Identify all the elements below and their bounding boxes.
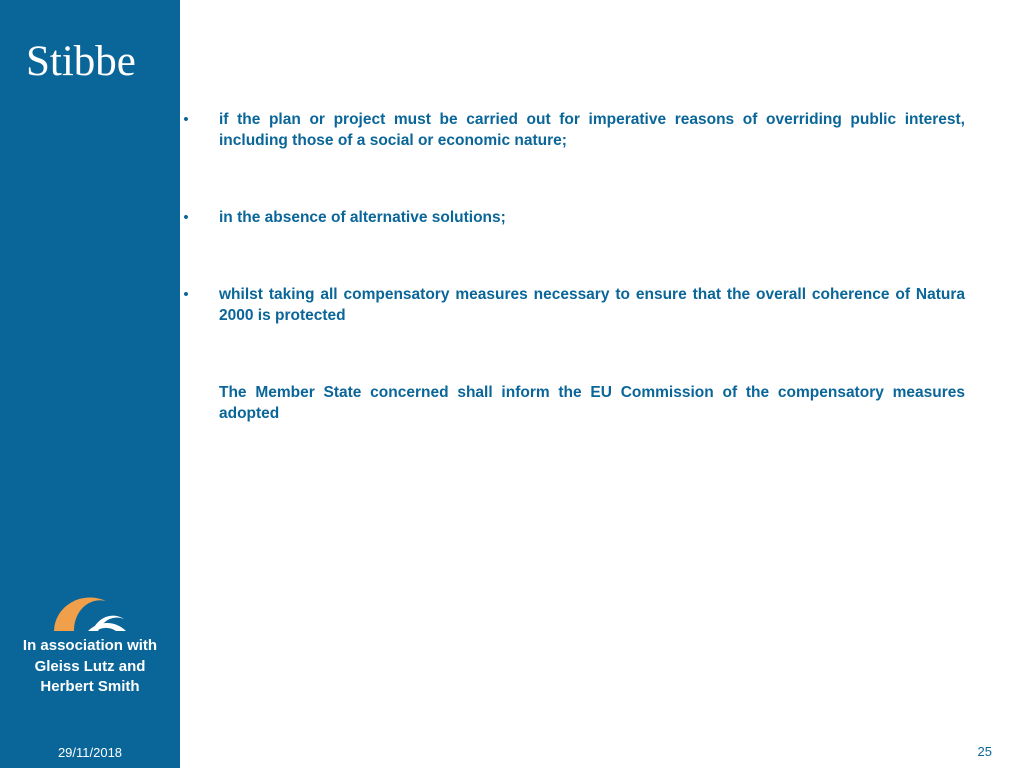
page-number: 25 <box>977 744 992 759</box>
stibbe-logo: Stibbe <box>26 38 136 85</box>
association-line-1: In association with <box>22 637 158 654</box>
arch-logo-icon <box>52 593 128 633</box>
bullet-marker: • <box>183 111 189 128</box>
association-text <box>0 636 180 698</box>
bullet-marker: • <box>183 286 189 303</box>
bullet-text-imperative-reasons: if the plan or project must be carried out for imperative reasons of overriding public interest, including those of a social or economic nature; <box>219 111 965 149</box>
bullet-text-compensatory-measures: whilst taking all compensatory measures necessary to ensure that the overall coherence of Natura 2000 is protected <box>219 286 965 324</box>
bullet-text-alternative-solutions: in the absence of alternative solutions; <box>219 209 506 226</box>
note-paragraph: The Member State concerned shall inform the EU Commission of the compensatory measures adopted <box>219 384 965 422</box>
association-line-2: Gleiss Lutz and <box>34 657 146 675</box>
bullet-marker: • <box>183 209 189 226</box>
sidebar <box>0 0 180 768</box>
association-line-3: Herbert Smith <box>40 678 140 695</box>
slide-date: 29/11/2018 <box>57 745 123 760</box>
slide-content <box>180 0 1024 768</box>
